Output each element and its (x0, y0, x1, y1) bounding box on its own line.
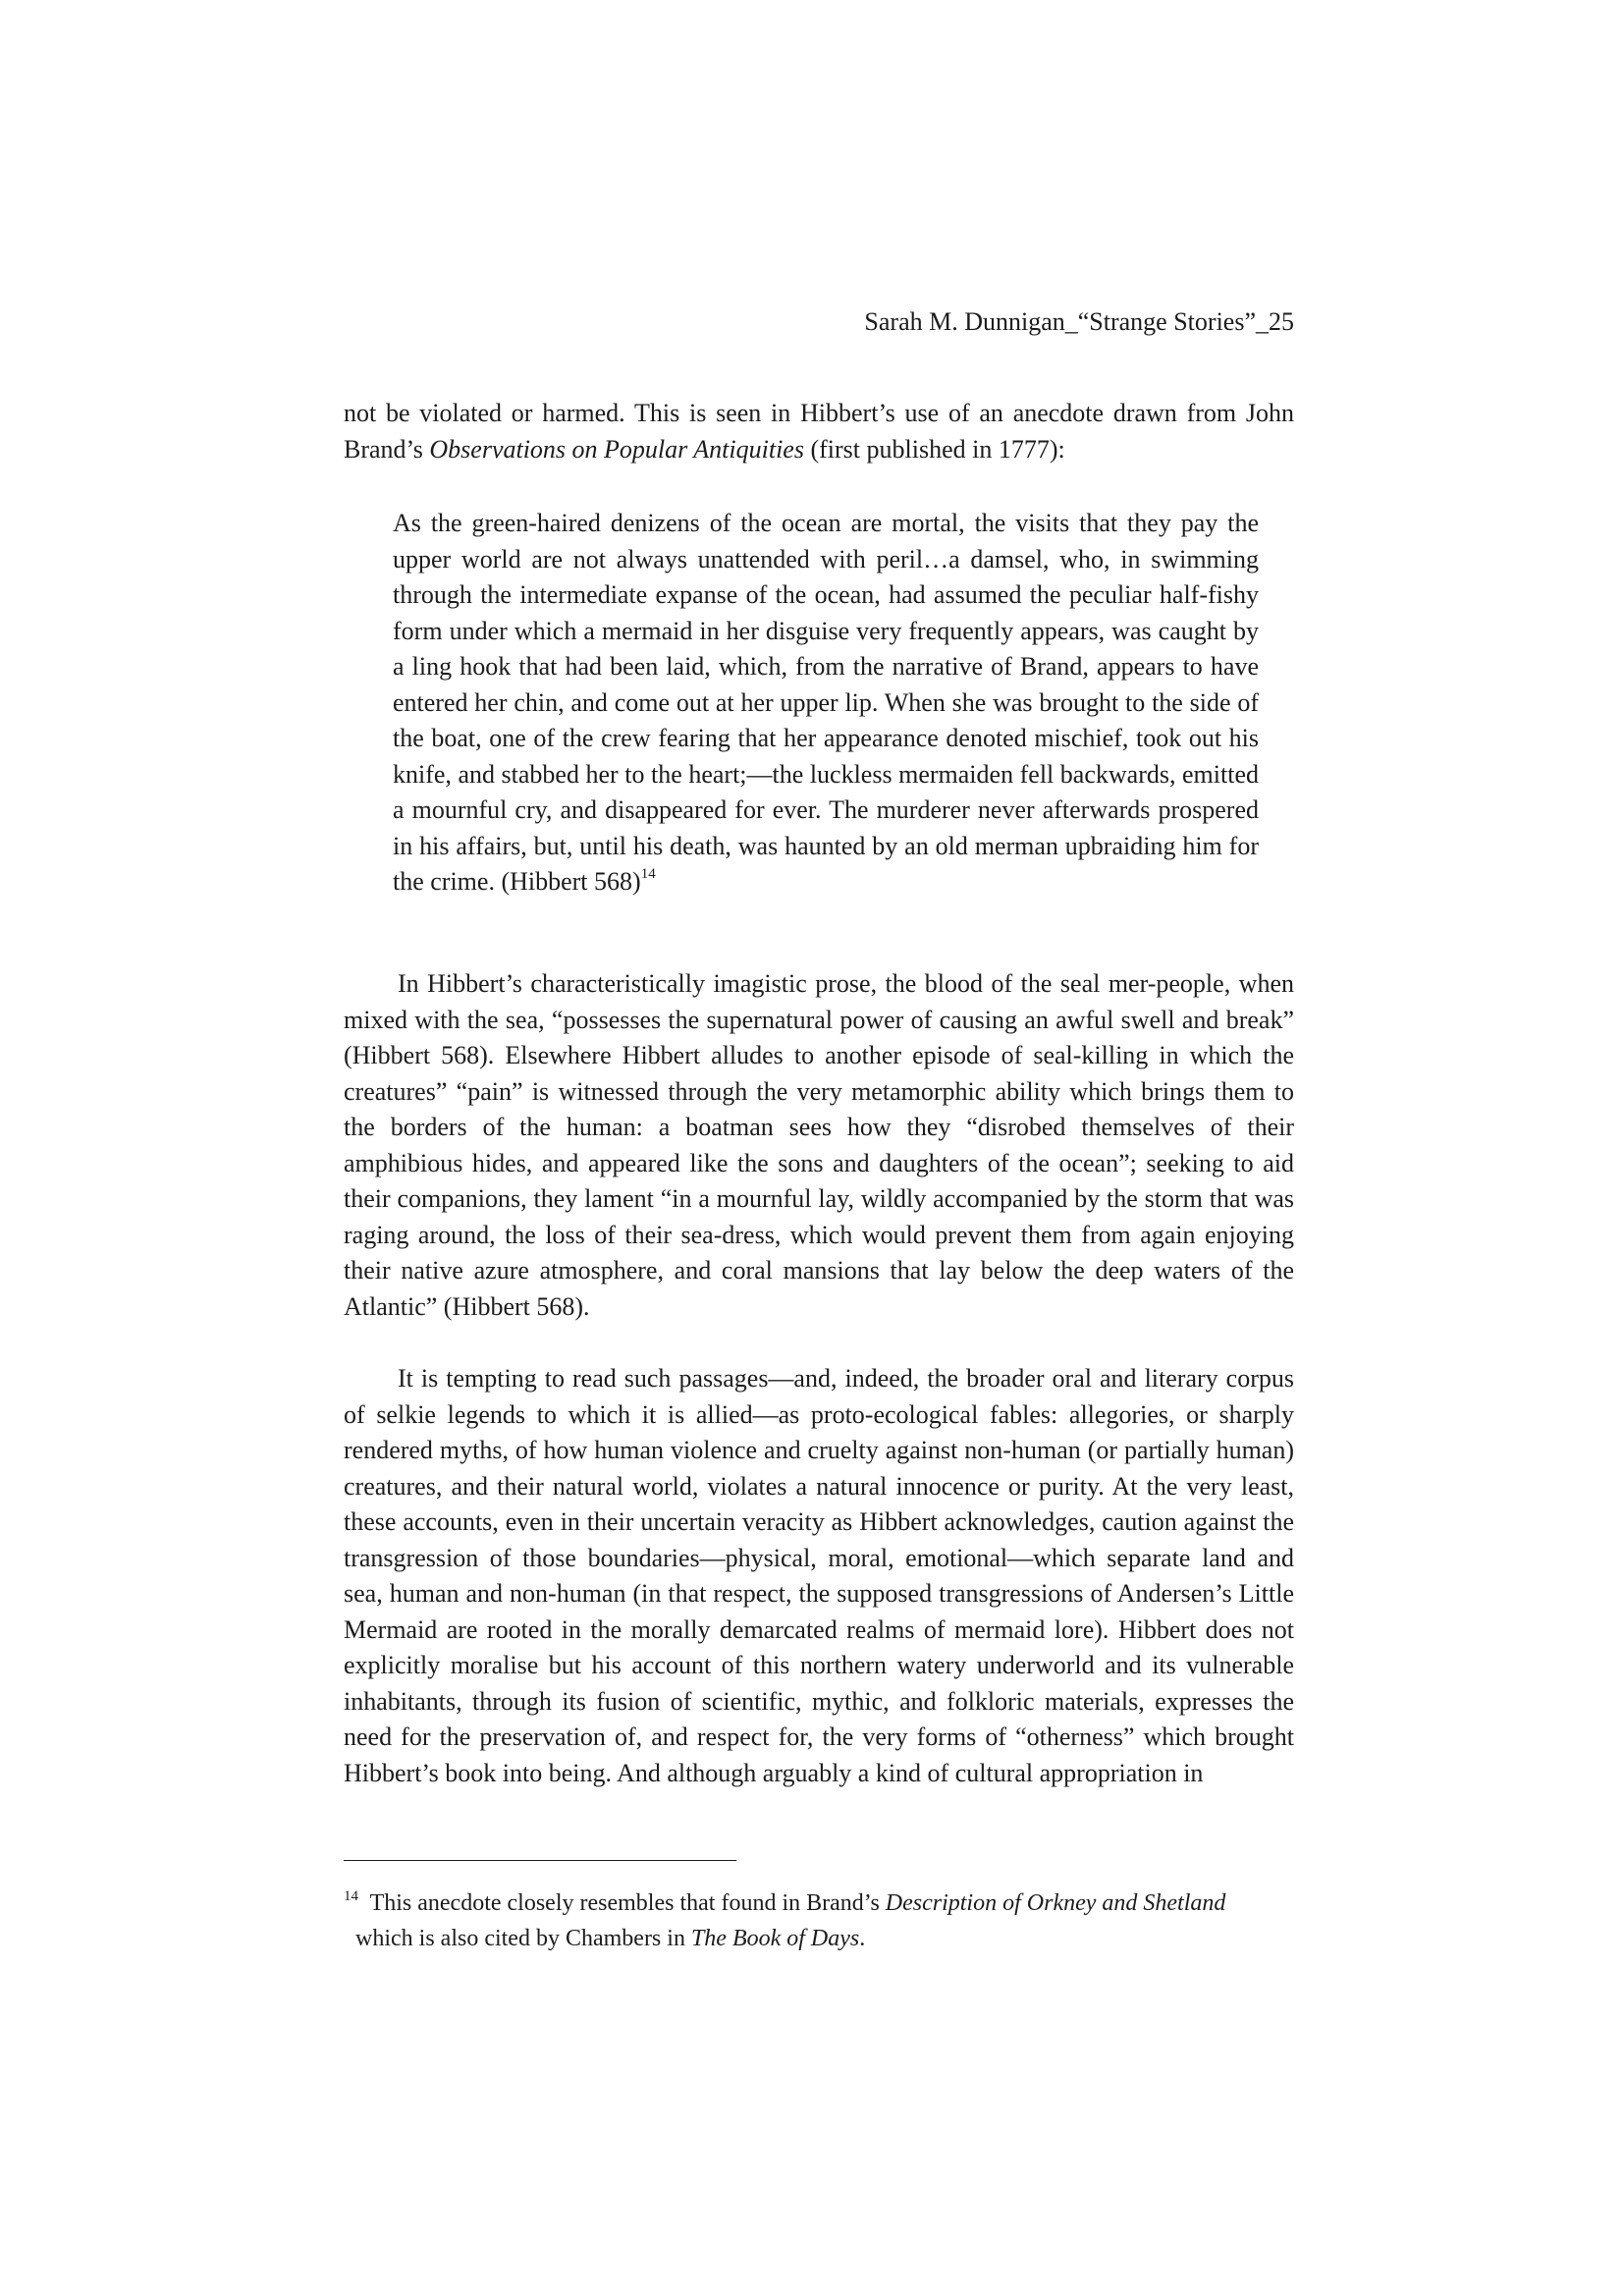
paragraph-text: It is tempting to read such passages—and, indeed, the broader oral and literary corpus of selkie legends to which it is allied—as proto-ecological fables: allegories, or sharply rendered myths, of how human violence and cruelty against non-human (or partially human) creatures, and their natural world, violates a natural innocence or purity. At the very least, these accounts, even in their uncertain veracity as Hibbert acknowledges, caution against the transgression of those boundaries—physical, moral, emotional—which separate land and sea, human and non-human (in that respect, the supposed transgressions of Andersen’s Little Mermaid are rooted in the morally demarcated realms of mermaid lore). Hibbert does not explicitly moralise but his account of this northern watery underworld and its vulnerable inhabitants, through its fusion of scientific, mythic, and folkloric materials, expresses the need for the preservation of, and respect for, the very forms of “otherness” which brought Hibbert’s book into being. And although arguably a kind of cultural appropriation in (344, 1364, 1294, 1787)
footnote-reference[interactable]: 14 (640, 866, 656, 882)
footnote-book-title: Description of Orkney and Shetland (885, 1890, 1226, 1916)
footnote (344, 1886, 1294, 1956)
footnote-divider (344, 1860, 736, 1861)
paragraph-text: (first published in 1777): (803, 434, 1065, 464)
paragraph-continuation (344, 396, 1294, 467)
paragraph-text: not be violated or harmed. This is seen in Hibbert’s use of an anecdote drawn from John Brand’s (344, 399, 1294, 464)
footnote-text: . (859, 1926, 866, 1951)
footnote-text: which is also cited by Chambers in (355, 1926, 691, 1951)
paragraph-2 (344, 966, 1294, 1325)
footnote-book-title: The Book of Days (690, 1926, 860, 1951)
book-title: Observations on Popular Antiquities (429, 434, 804, 464)
paragraph-3 (344, 1361, 1294, 1791)
quote-text: As the green-haired denizens of the ocean are mortal, the visits that they pay the upper world are not always unattended with peril…a damsel, who, in swimming through the intermediate expanse of the ocean, had assumed the peculiar half-fishy form under which a mermaid in her disguise very frequently appears, was caught by a ling hook that had been laid, which, from the narrative of Brand, appears to have entered her chin, and come out at her upper lip. When she was brought to the side of the boat, one of the crew fearing that her appearance denoted mischief, took out his knife, and stabbed her to the heart;—the luckless mermaiden fell backwards, emitted a mournful cry, and disappeared for ever. The murderer never afterwards prospered in his affairs, but, until his death, was haunted by an old merman upbraiding him for the crime. (Hibbert 568) (393, 509, 1259, 896)
paragraph-text: In Hibbert’s characteristically imagistic prose, the blood of the seal mer-people, when mixed with the sea, “possesses the supernatural power of causing an awful swell and break” (Hibbert 568). Elsewhere Hibbert alludes to another episode of seal-killing in which the creatures” “pain” is witnessed through the very metamorphic ability which brings them to the borders of the human: a boatman sees how they “disrobed themselves of their amphibious hides, and appeared like the sons and daughters of the ocean”; seeking to aid their companions, they lament “in a mournful lay, wildly accompanied by the storm that was raging around, the loss of their sea-dress, which would prevent them from again enjoying their native azure atmosphere, and coral mansions that lay below the deep waters of the Atlantic” (Hibbert 568). (344, 969, 1294, 1321)
block-quote (393, 506, 1259, 901)
running-head: Sarah M. Dunnigan_“Strange Stories”_25 (864, 307, 1294, 336)
footnote-number: 14 (344, 1888, 358, 1904)
footnote-text: This anecdote closely resembles that found in Brand’s (369, 1890, 886, 1916)
